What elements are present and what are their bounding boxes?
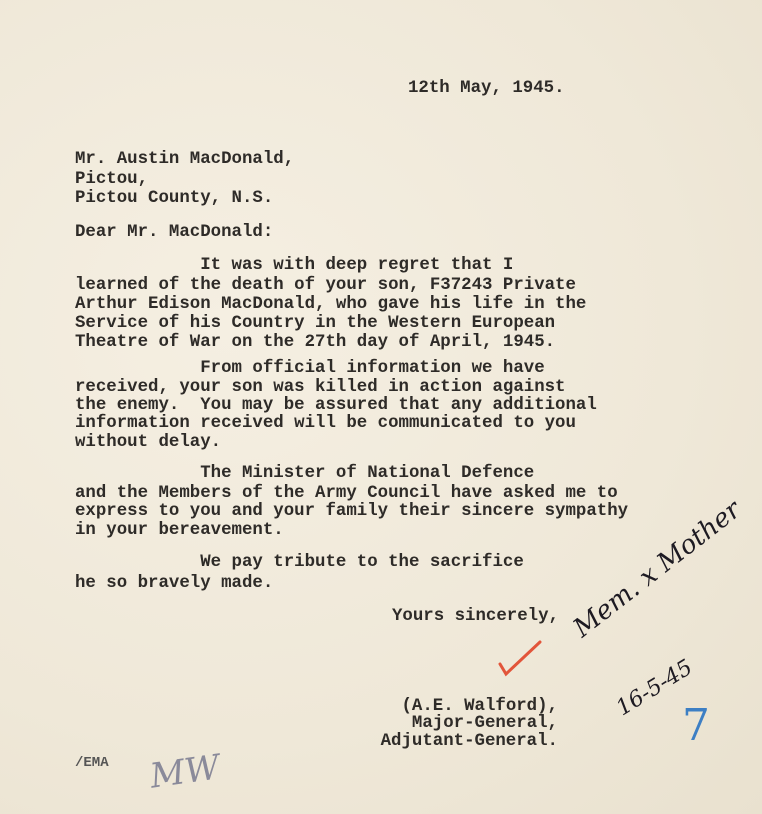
text-line: Theatre of War on the 27th day of April, 1945. [75,333,556,352]
text-line: information received will be communicated to you [75,414,576,433]
address-line: Pictou, [75,170,149,189]
text-line: express to you and your family their sincere sympathy [75,502,629,521]
letter-date: 12th May, 1945. [408,79,565,98]
address-line: Mr. Austin MacDonald, [75,150,295,169]
text-line: without delay. [75,433,222,452]
handwritten-note: Mem. x Mother [568,494,747,644]
text-line: We pay tribute to the sacrifice [75,553,524,572]
handwritten-date: 16-5-45 [612,655,698,722]
handwritten-initials: MW [147,747,223,797]
text-line: The Minister of National Defence [75,464,535,483]
salutation: Dear Mr. MacDonald: [75,223,274,242]
text-line: It was with deep regret that I [75,256,514,275]
text-line: From official information we have [75,359,545,378]
text-line: and the Members of the Army Council have asked me to [75,484,618,503]
signatory-name: (A.E. Walford), [401,697,558,716]
signatory-title: Adjutant-General. [380,732,558,751]
signatory-rank: Major-General, [411,714,558,733]
text-line: received, your son was killed in action against [75,378,566,397]
text-line: learned of the death of your son, F37243 Private [75,276,576,295]
closing: Yours sincerely, [392,607,559,626]
text-line: the enemy. You may be assured that any additional [75,396,597,415]
check-mark-icon [496,636,544,678]
text-line: in your bereavement. [75,521,284,540]
text-line: Arthur Edison MacDonald, who gave his life in the [75,295,587,314]
text-line: Service of his Country in the Western European [75,314,556,333]
blue-mark: 7 [682,700,710,751]
address-line: Pictou County, N.S. [75,189,274,208]
text-line: he so bravely made. [75,574,274,593]
reference-initials: /EMA [75,755,109,771]
